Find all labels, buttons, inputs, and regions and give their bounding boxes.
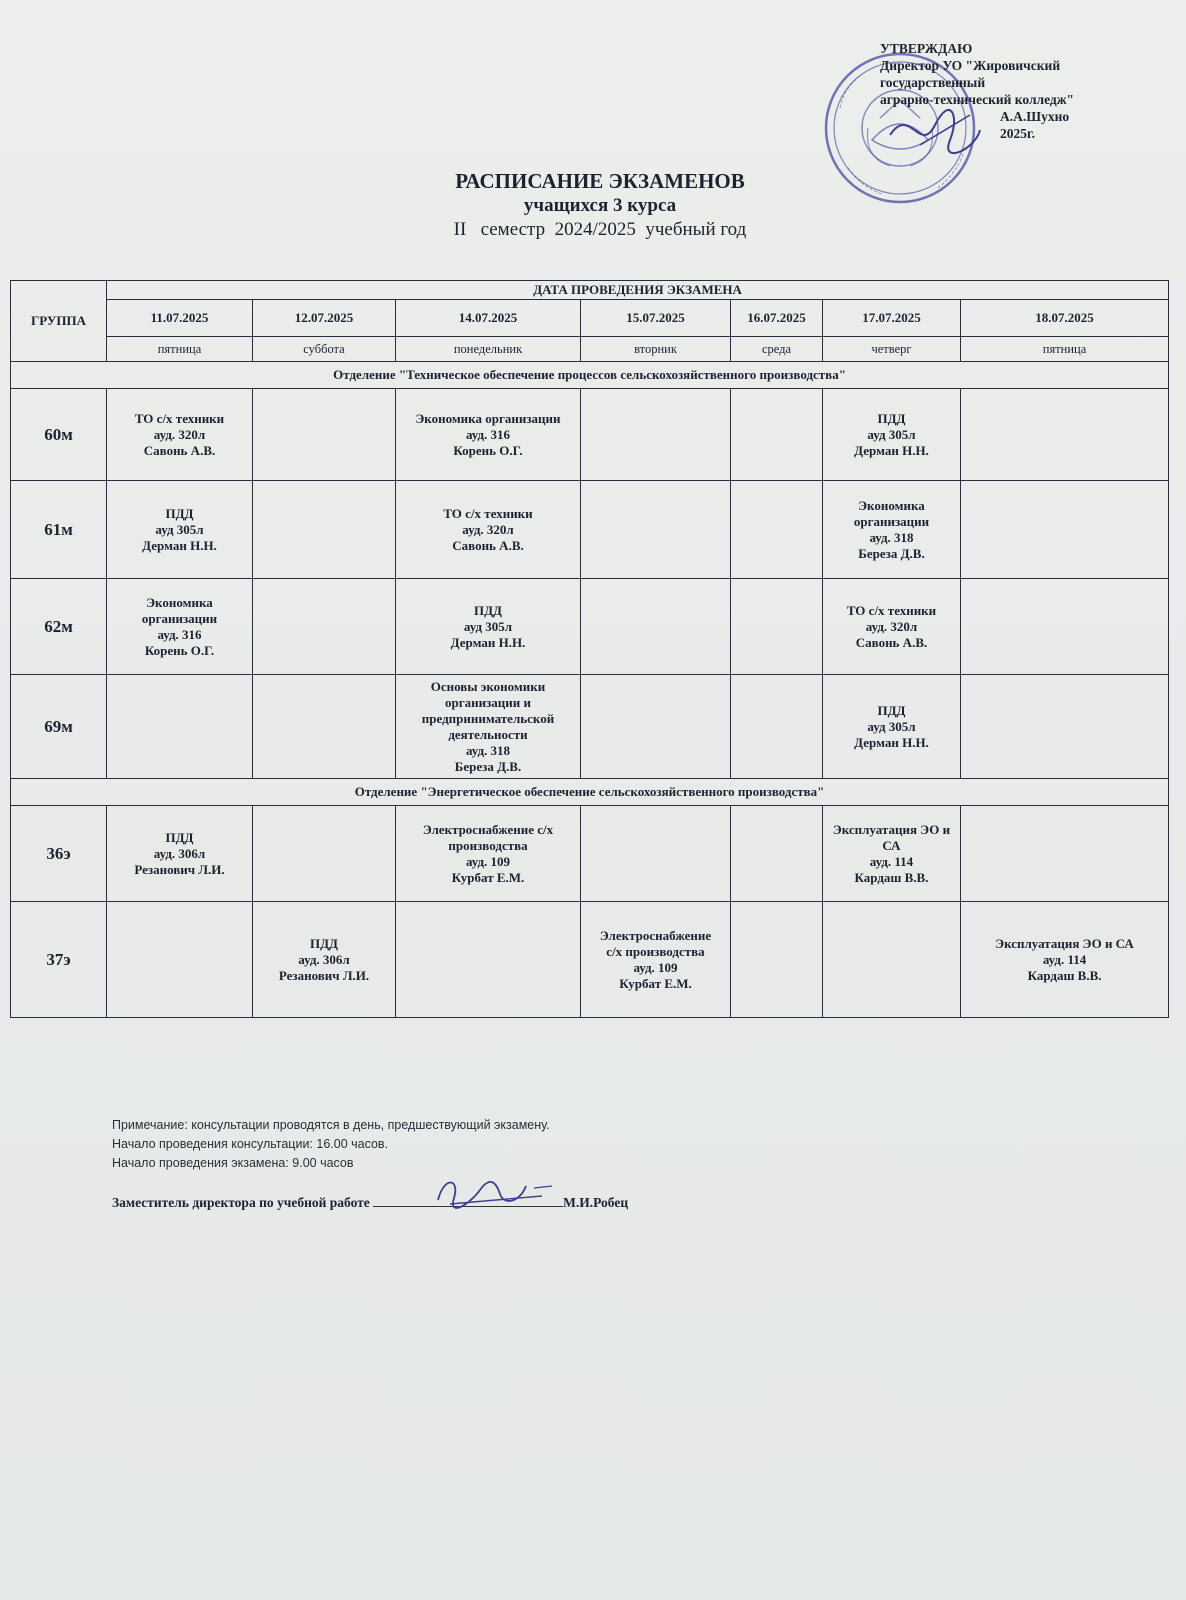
exam-line: ТО с/х техники	[846, 602, 937, 618]
exam-cell	[107, 389, 253, 481]
notes-block	[112, 1116, 550, 1173]
group-row	[11, 675, 1169, 779]
exam-line: ПДД	[165, 505, 194, 521]
exam-line: ПДД	[877, 410, 906, 426]
page-subtitle: учащихся 3 курса	[523, 195, 677, 216]
exam-cell	[823, 579, 961, 675]
exam-line: Дерман Н.Н.	[854, 734, 929, 750]
exam-line: ауд. 306л	[298, 951, 350, 967]
exam-cell	[581, 481, 731, 579]
date-cell: 18.07.2025	[961, 300, 1169, 337]
exam-line: Экономика	[858, 497, 925, 513]
exam-line: Курбат Е.М.	[619, 975, 692, 991]
exam-cell	[253, 389, 396, 481]
weekday-cell: понедельник	[396, 337, 581, 362]
exam-cell	[253, 481, 396, 579]
exam-line: Савонь А.В.	[855, 634, 928, 650]
exam-line: предпринимательской	[421, 710, 555, 726]
exam-line: ПДД	[165, 829, 194, 845]
department-row	[11, 779, 1169, 806]
exam-line: Кардаш В.В.	[1027, 967, 1102, 983]
deputy-signature-icon	[430, 1168, 560, 1218]
exam-cell	[731, 806, 823, 902]
date-column-header: ДАТА ПРОВЕДЕНИЯ ЭКЗАМЕНА	[107, 281, 1169, 300]
exam-line: Савонь А.В.	[452, 537, 524, 553]
department-row	[11, 362, 1169, 389]
exam-cell	[107, 579, 253, 675]
exam-line: организации и	[444, 694, 532, 710]
approval-line: государственный	[880, 75, 986, 90]
exam-line: деятельности	[448, 726, 528, 742]
exam-line: ауд. 320л	[865, 618, 918, 634]
exam-cell	[731, 481, 823, 579]
exam-cell	[961, 389, 1169, 481]
exam-cell	[731, 389, 823, 481]
exam-line: Дерман Н.Н.	[450, 634, 526, 650]
exam-cell	[961, 579, 1169, 675]
exam-line: ауд. 114	[869, 853, 914, 869]
exam-cell	[253, 675, 396, 779]
exam-line: ауд 305л	[867, 426, 916, 442]
exam-line: Дерман Н.Н.	[142, 537, 217, 553]
exam-line: ауд. 320л	[153, 426, 206, 442]
exam-line: Экономика	[146, 594, 213, 610]
deputy-label: Заместитель директора по учебной работе	[112, 1195, 370, 1210]
group-cell: 60м	[11, 389, 107, 481]
exam-cell	[823, 902, 961, 1018]
approval-name: А.А.Шухно	[1000, 109, 1070, 124]
exam-cell	[107, 481, 253, 579]
exam-cell	[581, 806, 731, 902]
group-cell: 62м	[11, 579, 107, 675]
group-row	[11, 902, 1169, 1018]
exam-line: ПДД	[310, 935, 338, 951]
exam-cell	[823, 389, 961, 481]
group-cell: 37э	[11, 902, 107, 1018]
exam-line: Электроснабжение	[599, 927, 712, 943]
exam-cell	[581, 675, 731, 779]
exam-cell	[581, 389, 731, 481]
exam-cell	[823, 675, 961, 779]
exam-cell	[731, 675, 823, 779]
exam-line: Курбат Е.М.	[451, 869, 525, 885]
exam-cell	[396, 579, 581, 675]
exam-cell	[253, 806, 396, 902]
approval-line: Директор УО "Жировичский	[880, 58, 1061, 73]
approval-line: аграрно-технический колледж"	[880, 92, 1075, 107]
exam-line: Корень О.Г.	[144, 642, 215, 658]
exam-cell	[823, 481, 961, 579]
page-title: РАСПИСАНИЕ ЭКЗАМЕНОВ	[455, 169, 745, 193]
weekday-cell: пятница	[961, 337, 1169, 362]
exam-line: ауд. 109	[465, 853, 511, 869]
days-row	[11, 337, 1169, 362]
exam-cell	[107, 902, 253, 1018]
exam-line: Береза Д.В.	[858, 545, 925, 561]
exam-cell	[253, 902, 396, 1018]
exam-line: ауд 305л	[867, 718, 916, 734]
exam-line: Береза Д.В.	[454, 758, 522, 774]
date-cell: 16.07.2025	[731, 300, 823, 337]
exam-line: Электроснабжение с/х	[422, 821, 554, 837]
exam-line: Резанович Л.И.	[134, 861, 225, 877]
exam-cell	[396, 481, 581, 579]
approval-year: 2025г.	[1000, 126, 1035, 141]
exam-line: ауд. 318	[465, 742, 511, 758]
exam-line: ауд. 318	[869, 529, 914, 545]
title-block	[300, 168, 900, 242]
group-row	[11, 481, 1169, 579]
exam-cell	[961, 902, 1169, 1018]
exam-line: Кардаш В.В.	[854, 869, 929, 885]
director-signature-icon	[880, 95, 990, 165]
group-cell: 61м	[11, 481, 107, 579]
header-row	[11, 281, 1169, 300]
exam-line: Экономика организации	[415, 410, 561, 426]
deputy-signature-line	[112, 1192, 712, 1211]
exam-cell	[823, 806, 961, 902]
exam-line: ауд. 109	[633, 959, 678, 975]
department-title: Отделение "Техническое обеспечение процессов сельскохозяйственного производства"	[11, 362, 1169, 389]
exam-line: Дерман Н.Н.	[854, 442, 929, 458]
approval-line: УТВЕРЖДАЮ	[880, 41, 973, 56]
exam-line: ауд 305л	[155, 521, 204, 537]
group-row	[11, 579, 1169, 675]
exam-line: Основы экономики	[430, 678, 546, 694]
weekday-cell: четверг	[823, 337, 961, 362]
note-line: Начало проведения экзамена: 9.00 часов	[112, 1156, 354, 1170]
exam-line: ТО с/х техники	[134, 410, 225, 426]
exam-line: СА	[882, 837, 901, 853]
exam-line: Резанович Л.И.	[278, 967, 370, 983]
exam-line: ауд. 114	[1042, 951, 1087, 967]
dates-row	[11, 300, 1169, 337]
exam-line: ТО с/х техники	[443, 505, 533, 521]
exam-cell	[731, 579, 823, 675]
group-row	[11, 389, 1169, 481]
exam-cell	[396, 389, 581, 481]
weekday-cell: суббота	[253, 337, 396, 362]
exam-cell	[961, 675, 1169, 779]
exam-line: ауд 305л	[463, 618, 513, 634]
group-column-header: ГРУППА	[11, 281, 107, 362]
note-line: Примечание: консультации проводятся в день, предшествующий экзамену.	[112, 1118, 550, 1132]
exam-cell	[581, 579, 731, 675]
exam-cell	[107, 675, 253, 779]
exam-line: ПДД	[474, 602, 502, 618]
deputy-name: М.И.Робец	[563, 1195, 629, 1210]
exam-line: Эксплуатация ЭО и	[832, 821, 951, 837]
department-title: Отделение "Энергетическое обеспечение сельскохозяйственного производства"	[11, 779, 1169, 806]
exam-line: ауд. 316	[465, 426, 511, 442]
exam-cell	[396, 902, 581, 1018]
exam-cell	[107, 806, 253, 902]
exam-cell	[396, 675, 581, 779]
note-line: Начало проведения консультации: 16.00 часов.	[112, 1137, 389, 1151]
exam-cell	[731, 902, 823, 1018]
group-cell: 36э	[11, 806, 107, 902]
exam-cell	[396, 806, 581, 902]
semester-label: II семестр 2024/2025 учебный год	[453, 219, 747, 240]
weekday-cell: пятница	[107, 337, 253, 362]
exam-line: Савонь А.В.	[143, 442, 216, 458]
exam-schedule-table	[10, 280, 1169, 1018]
date-cell: 17.07.2025	[823, 300, 961, 337]
date-cell: 14.07.2025	[396, 300, 581, 337]
date-cell: 11.07.2025	[107, 300, 253, 337]
date-cell: 15.07.2025	[581, 300, 731, 337]
exam-cell	[961, 806, 1169, 902]
exam-line: Корень О.Г.	[453, 442, 523, 458]
group-row	[11, 806, 1169, 902]
exam-line: ПДД	[877, 702, 906, 718]
weekday-cell: среда	[731, 337, 823, 362]
exam-line: организации	[141, 610, 218, 626]
exam-line: ауд. 320л	[462, 521, 514, 537]
exam-line: производства	[448, 837, 528, 853]
exam-line: ауд. 306л	[153, 845, 206, 861]
exam-cell	[961, 481, 1169, 579]
exam-line: организации	[853, 513, 930, 529]
exam-cell	[581, 902, 731, 1018]
exam-line: Эксплуатация ЭО и СА	[995, 935, 1134, 951]
exam-line: ауд. 316	[157, 626, 202, 642]
exam-cell	[253, 579, 396, 675]
date-cell: 12.07.2025	[253, 300, 396, 337]
weekday-cell: вторник	[581, 337, 731, 362]
group-cell: 69м	[11, 675, 107, 779]
exam-line: с/х производства	[606, 943, 705, 959]
